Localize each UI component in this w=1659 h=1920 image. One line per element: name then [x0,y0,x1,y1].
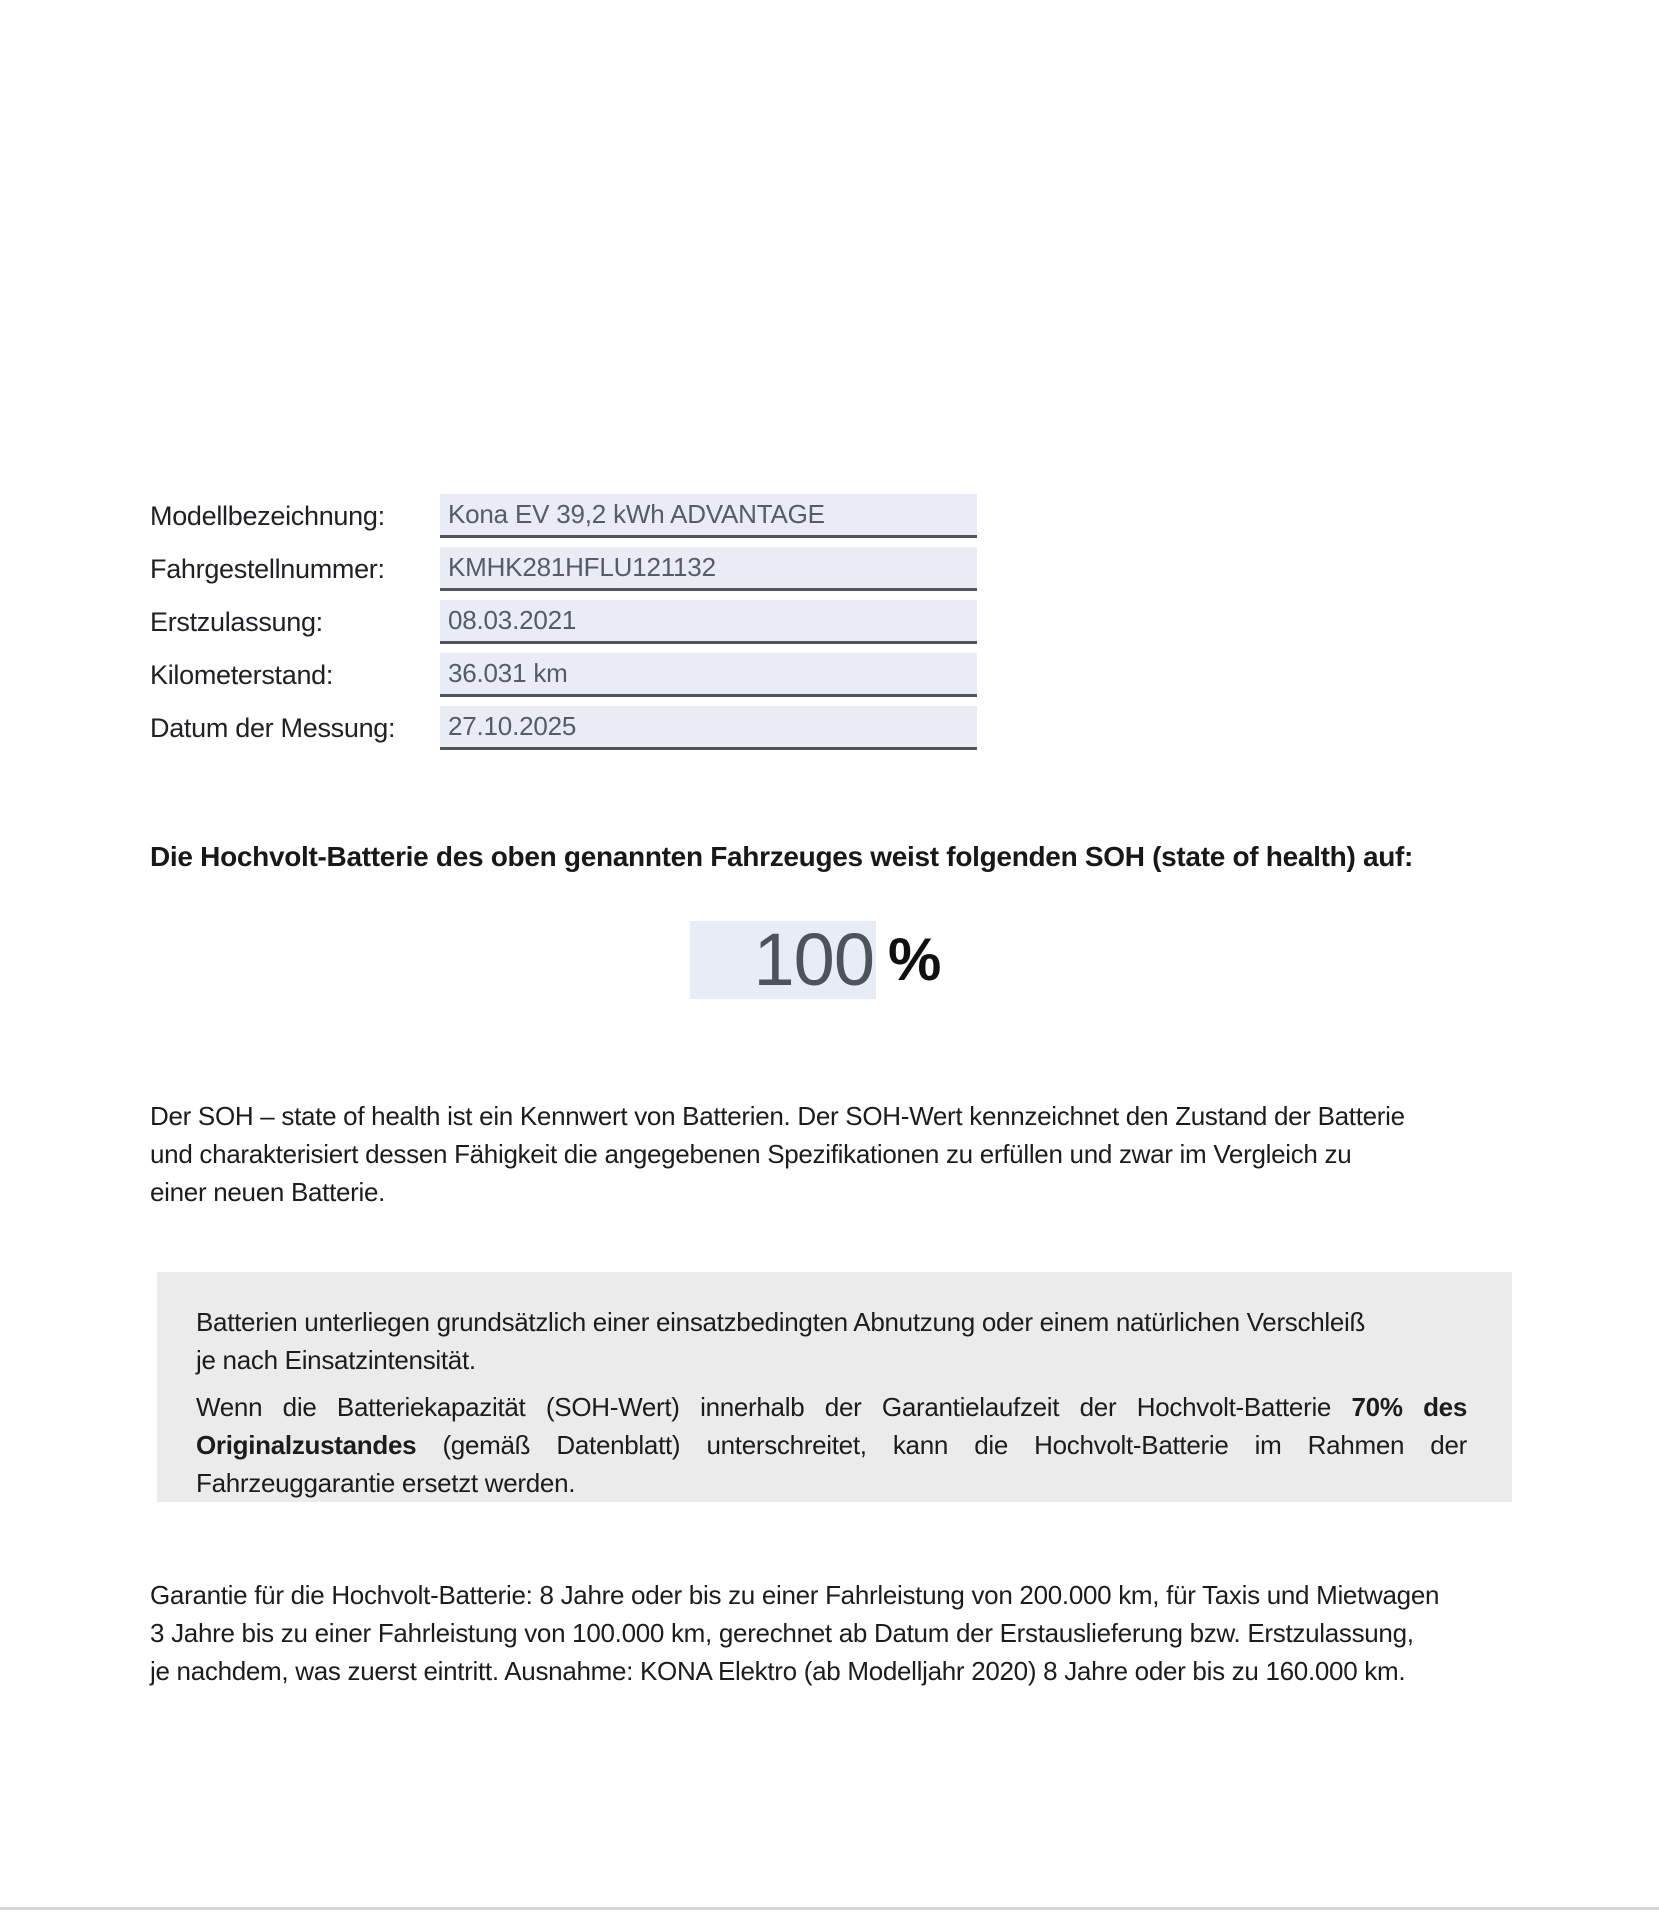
first-registration-field[interactable] [440,600,977,644]
vin-field[interactable] [440,547,977,591]
measurement-date-field[interactable] [440,706,977,750]
form-row [150,706,977,750]
measurement-date-value: 27.10.2025 [448,711,577,741]
model-designation-field[interactable] [440,494,977,538]
vehicle-data-form [150,494,977,759]
battery-wear-notice-box [157,1272,1512,1502]
soh-percent-unit: % [888,926,942,993]
soh-value-row [690,918,942,1001]
form-row [150,547,977,591]
form-row [150,600,977,644]
soh-value: 100 [753,918,874,1001]
measurement-date-label: Datum der Messung: [150,712,396,743]
first-registration-value: 08.03.2021 [448,605,577,635]
vin-value: KMHK281HFLU121132 [448,552,716,582]
form-row [150,494,977,538]
model-designation-label: Modellbezeichnung: [150,500,385,531]
notice-paragraph-2: Wenn die Batteriekapazität (SOH-Wert) innerhalb der Garantielaufzeit der Hochvolt-Batterie 70% des Originalzustandes (gemäß Datenblatt) unterschreitet, kann die Hochvolt-Batterie im Rahmen der Fahrzeuggarantie ersetzt werden. [196,1392,1467,1498]
warranty-paragraph: Garantie für die Hochvolt-Batterie: 8 Jahre oder bis zu einer Fahrleistung von 200.000 km, für Taxis und Mietwagen 3 Jahre bis zu einer Fahrleistung von 100.000 km, gerechnet ab Datum der Erstauslieferung bzw. Erstzulassung, je nachdem, was zuerst eintritt. Ausnahme: KONA Elektro (ab Modelljahr 2020) 8 Jahre oder bis zu 160.000 km. [150,1580,1440,1686]
notice-paragraph-1: Batterien unterliegen grundsätzlich einer einsatzbedingten Abnutzung oder einem natürlichen Verschleiß je nach Einsatzintensität. [196,1307,1366,1375]
first-registration-label: Erstzulassung: [150,606,323,637]
model-designation-value: Kona EV 39,2 kWh ADVANTAGE [448,499,825,529]
page-bottom-divider [0,1907,1659,1910]
soh-definition-paragraph: Der SOH – state of health ist ein Kennwert von Batterien. Der SOH-Wert kennzeichnet den Zustand der Batterie und charakterisiert dessen Fähigkeit die angegebenen Spezifikationen zu erfüllen und zwar im Vergleich zu einer neuen Batterie. [150,1101,1405,1207]
odometer-label: Kilometerstand: [150,659,334,690]
soh-statement-heading: Die Hochvolt-Batterie des oben genannten Fahrzeuges weist folgenden SOH (state of health) auf: [150,841,1414,872]
odometer-value: 36.031 km [448,658,568,688]
odometer-field[interactable] [440,653,977,697]
soh-value-box [690,918,876,1001]
form-row [150,653,977,697]
vin-label: Fahrgestellnummer: [150,553,385,584]
